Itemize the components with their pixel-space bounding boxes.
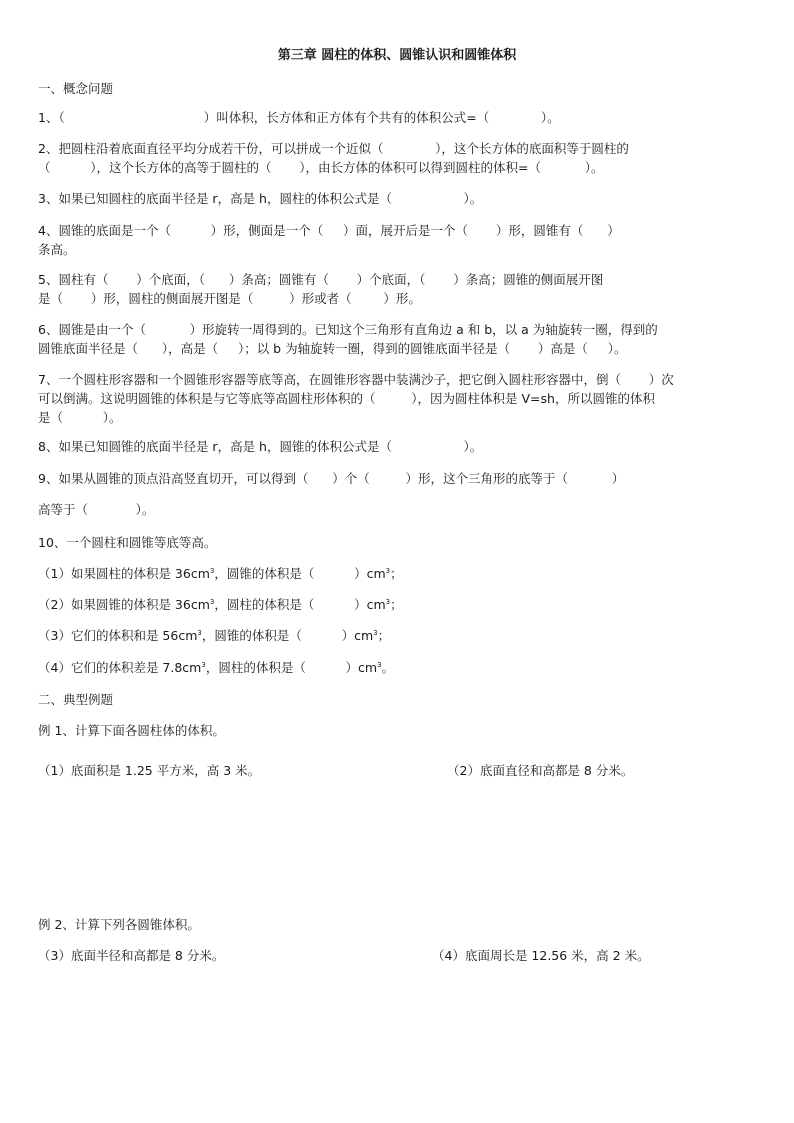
q10-2-sup-a: 3	[209, 597, 215, 606]
example-2-heading: 例 2、计算下列各圆锥体积。	[38, 917, 200, 932]
q10-3-text-b: ，圆锥的体积是（ ）cm	[201, 628, 374, 643]
q10-3-text-a: （3）它们的体积和是 56cm	[38, 628, 198, 643]
question-4	[38, 221, 768, 259]
example-1-heading: 例 1、计算下面各圆柱体的体积。	[38, 723, 225, 738]
q10-2-sup-b: 3	[385, 597, 391, 606]
q10-4-text-a: （4）它们的体积差是 7.8cm	[38, 660, 202, 675]
q10-4-sup-b: 3	[377, 660, 382, 669]
question-5-line-1: 5、圆柱有（ ）个底面，（ ）条高；圆锥有（ ）个底面，（ ）条高；圆锥的侧面展开图	[38, 272, 604, 287]
q10-3-sup-a: 3	[197, 628, 202, 637]
q10-1-sup-a: 3	[209, 566, 215, 575]
question-2-line-2: （ ），这个长方体的高等于圆柱的（ ），由长方体的体积可以得到圆柱的体积=（ ）。	[38, 160, 604, 175]
question-10-part-4	[38, 658, 394, 677]
question-10	[38, 533, 768, 552]
example-2-problem-3: （3）底面半径和高都是 8 分米。	[38, 948, 225, 963]
q10-4-sup-a: 3	[201, 660, 206, 669]
question-6-line-1: 6、圆锥是由一个（ ）形旋转一周得到的。已知这个三角形有直角边 a 和 b，以 a 为轴旋转一圈，得到的	[38, 322, 658, 337]
question-3	[38, 189, 768, 208]
section-heading-concepts: 一、概念问题	[38, 81, 114, 96]
question-1-line: 1、（ ）叫体积，长方体和正方体有个共有的体积公式=（ ）。	[38, 110, 560, 125]
example-1-heading-wrap	[38, 721, 768, 740]
question-10-part-3	[38, 626, 390, 645]
q10-4-text-c: 。	[381, 660, 395, 675]
example-2-heading-wrap	[38, 915, 768, 934]
question-9-line-2: 高等于（ ）。	[38, 502, 155, 517]
question-2-line-1: 2、把圆柱沿着底面直径平均分成若干份，可以拼成一个近似（ ），这个长方体的底面积等于圆柱的	[38, 141, 629, 156]
question-7	[38, 370, 768, 427]
question-4-line-2: 条高。	[38, 242, 76, 257]
q10-1-text-b: ，圆锥的体积是（ ）cm	[214, 566, 386, 581]
question-10-part-2	[38, 595, 403, 614]
question-9-line-1: 9、如果从圆锥的顶点沿高竖直切开，可以得到（ ）个（ ）形，这个三角形的底等于（ ）	[38, 471, 625, 486]
question-7-line-2: 可以倒满。这说明圆锥的体积是与它等底等高圆柱形体积的（ ），因为圆柱体积是 V=sh，所以圆锥的体积	[38, 391, 655, 406]
example-2-problem-4: （4）底面周长是 12.56 米，高 2 米。	[432, 948, 650, 963]
question-7-line-1: 7、一个圆柱形容器和一个圆锥形容器等底等高，在圆锥形容器中装满沙子，把它倒入圆柱形容器中，倒（ ）次	[38, 372, 674, 387]
q10-2-text-b: ，圆柱的体积是（ ）cm	[214, 597, 386, 612]
example-1-problem-1: （1）底面积是 1.25 平方米，高 3 米。	[38, 763, 261, 778]
question-10-part-1	[38, 564, 403, 583]
question-8	[38, 437, 768, 456]
question-6-line-2: 圆锥底面半径是（ ），高是（ ）；以 b 为轴旋转一圈，得到的圆锥底面半径是（ ）高是（ ）。	[38, 341, 627, 356]
question-4-line-1: 4、圆锥的底面是一个（ ）形，侧面是一个（ ）面，展开后是一个（ ）形，圆锥有（ ）	[38, 223, 620, 238]
q10-1-text-c: ；	[390, 566, 403, 581]
q10-2-text-a: （2）如果圆锥的体积是 36cm	[38, 597, 210, 612]
question-9-line-2-wrap	[38, 500, 768, 519]
question-6	[38, 320, 768, 358]
question-1	[38, 108, 768, 127]
question-10-line: 10、一个圆柱和圆锥等底等高。	[38, 535, 217, 550]
q10-4-text-b: ，圆柱的体积是（ ）cm	[205, 660, 378, 675]
question-5	[38, 270, 768, 308]
q10-2-text-c: ；	[390, 597, 403, 612]
question-7-line-3: 是（ ）。	[38, 410, 122, 425]
question-8-line: 8、如果已知圆锥的底面半径是 r，高是 h，圆锥的体积公式是（ ）。	[38, 439, 483, 454]
question-3-line: 3、如果已知圆柱的底面半径是 r，高是 h，圆柱的体积公式是（ ）。	[38, 191, 483, 206]
question-5-line-2: 是（ ）形，圆柱的侧面展开图是（ ）形或者（ ）形。	[38, 291, 421, 306]
q10-1-text-a: （1）如果圆柱的体积是 36cm	[38, 566, 210, 581]
question-9-line-1-wrap	[38, 469, 768, 488]
question-2	[38, 139, 768, 177]
example-1-problem-2: （2）底面直径和高都是 8 分米。	[447, 763, 634, 778]
q10-1-sup-b: 3	[385, 566, 391, 575]
q10-3-text-c: ；	[377, 628, 391, 643]
section-heading-examples: 二、典型例题	[38, 692, 114, 707]
page-title: 第三章 圆柱的体积、圆锥认识和圆锥体积	[277, 48, 517, 63]
q10-3-sup-b: 3	[373, 628, 378, 637]
